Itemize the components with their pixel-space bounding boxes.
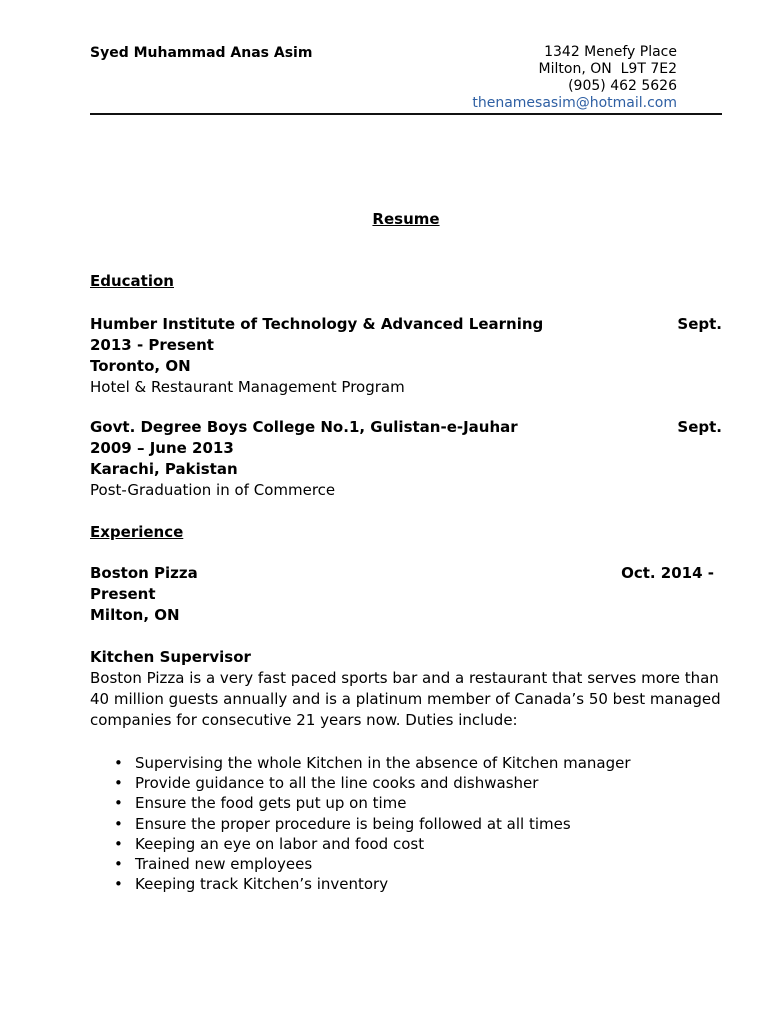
- bullet-icon: •: [114, 814, 123, 833]
- list-item: [112, 874, 631, 894]
- list-item: [112, 773, 631, 793]
- duties-list: [112, 753, 631, 894]
- duty-text: Ensure the food gets put up on time: [135, 794, 407, 813]
- experience-heading: Experience: [90, 523, 184, 541]
- duty-text: Supervising the whole Kitchen in the absence of Kitchen manager: [135, 754, 631, 772]
- institution-location: Karachi, Pakistan: [90, 460, 238, 478]
- duty-text: Trained new employees: [135, 855, 313, 874]
- bullet-icon: •: [114, 834, 123, 853]
- date-start: Sept.: [677, 418, 722, 436]
- education-entry-header: [90, 314, 722, 335]
- list-item: [112, 854, 631, 874]
- date-range: 2009 – June 2013: [90, 439, 234, 457]
- duty-text: Keeping track Kitchen’s inventory: [135, 875, 389, 894]
- bullet-icon: •: [114, 875, 123, 894]
- bullet-icon: •: [114, 794, 123, 813]
- experience-entry-header: [90, 563, 722, 584]
- date-start: Oct. 2014 -: [621, 564, 714, 582]
- institution-name: Humber Institute of Technology & Advanced Learning: [90, 315, 544, 333]
- header-divider: [90, 113, 722, 115]
- list-item: [112, 793, 631, 813]
- duty-text: Provide guidance to all the line cooks and dishwasher: [135, 774, 539, 793]
- job-description: Boston Pizza is a very fast paced sports bar and a restaurant that serves more than 40 million guests annually and is a platinum member of Canada’s 50 best managed companies for consecutive 21 years now. Duties include:: [90, 669, 721, 729]
- program-name: Post-Graduation in of Commerce: [90, 481, 336, 499]
- bullet-icon: •: [114, 774, 123, 793]
- applicant-name: Syed Muhammad Anas Asim: [90, 45, 313, 61]
- bullet-icon: •: [114, 754, 123, 772]
- employer-name: Boston Pizza: [90, 564, 198, 582]
- institution-name: Govt. Degree Boys College No.1, Gulistan-e-Jauhar: [90, 418, 518, 436]
- education-entry: [90, 417, 722, 501]
- phone-number: (905) 462 5626: [568, 78, 677, 94]
- education-heading: Education: [90, 272, 174, 290]
- role-block: [90, 647, 730, 731]
- experience-entry: [90, 563, 722, 626]
- education-entry-header: [90, 417, 722, 438]
- address-line-1: 1342 Menefy Place: [544, 44, 677, 60]
- list-item: [112, 753, 631, 773]
- institution-location: Toronto, ON: [90, 357, 191, 375]
- date-range: Present: [90, 585, 156, 603]
- document-title: Resume: [372, 210, 440, 228]
- list-item: [112, 834, 631, 854]
- list-item: [112, 814, 631, 834]
- bullet-icon: •: [114, 855, 123, 874]
- email-link[interactable]: thenamesasim@hotmail.com: [472, 95, 677, 111]
- program-name: Hotel & Restaurant Management Program: [90, 378, 405, 396]
- contact-block: [472, 44, 677, 112]
- duty-text: Ensure the proper procedure is being followed at all times: [135, 814, 571, 833]
- date-range: 2013 - Present: [90, 336, 214, 354]
- employer-location: Milton, ON: [90, 606, 180, 624]
- duty-text: Keeping an eye on labor and food cost: [135, 834, 425, 853]
- address-line-2: Milton, ON L9T 7E2: [538, 61, 677, 77]
- date-start: Sept.: [677, 315, 722, 333]
- job-title: Kitchen Supervisor: [90, 648, 251, 666]
- education-entry: [90, 314, 722, 398]
